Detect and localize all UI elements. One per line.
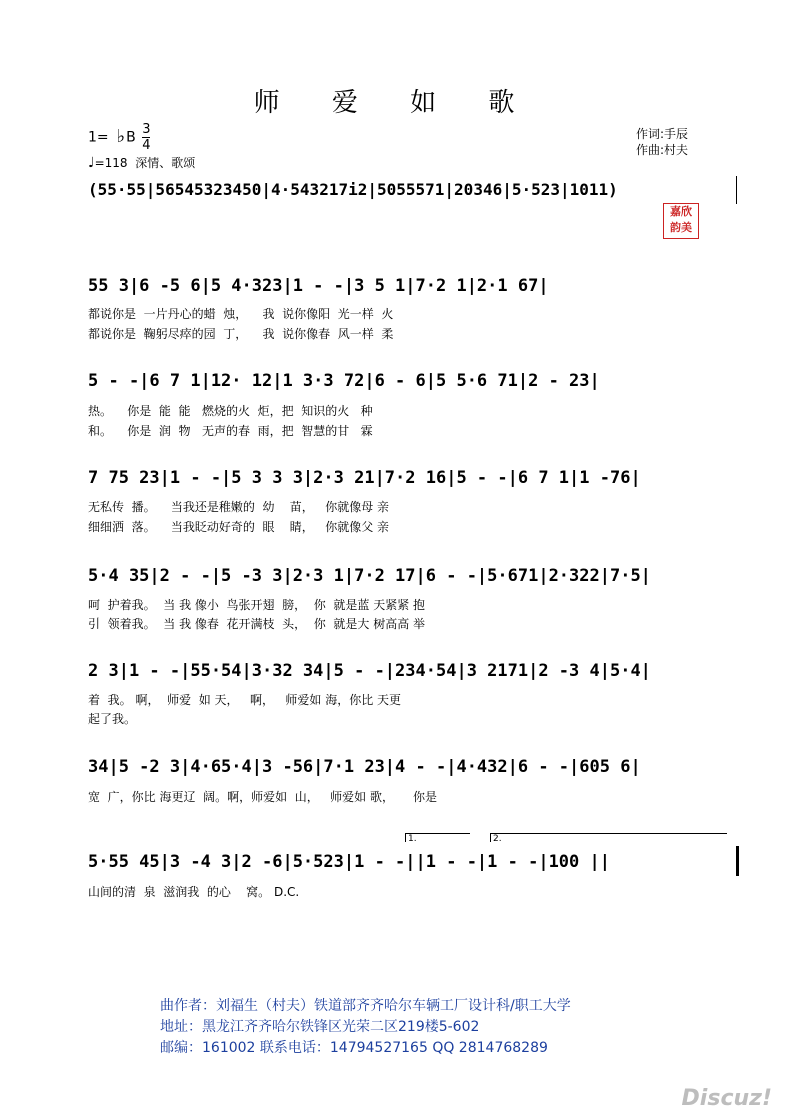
- score-line-1-notes: 55 3|6 -5 6|5 4·323|1 - -|3 5 1|7·2 1|2·1 67|: [88, 276, 549, 296]
- song-title: 师 爱 如 歌: [253, 88, 537, 118]
- key-signature: [88, 122, 150, 153]
- lyricist: 作词:手辰: [636, 127, 689, 141]
- score-line-2-lyrics-verse1: 热。 你是 能 能 燃烧的火 炬，把 知识的火 种: [88, 404, 373, 418]
- score-line-2-notes: 5 - -|6 7 1|12· 12|1 3·3 72|6 - 6|5 5·6 71|2 - 23|: [88, 371, 600, 391]
- score-line-7-lyrics-verse1: 山间的清 泉 滋润我 的心 窝。 D.C.: [88, 885, 300, 899]
- score-line-1-lyrics-verse2: 都说你是 鞠躬尽瘁的园 丁， 我 说你像春 风一样 柔: [88, 327, 394, 341]
- score-line-5-lyrics-verse1: 着 我。 啊， 师爱 如 天， 啊， 师爱如 海，你比 天更: [88, 693, 402, 707]
- score-line-1-lyrics-verse1: 都说你是 一片丹心的蜡 烛， 我 说你像阳 光一样 火: [88, 307, 394, 321]
- score-line-7-notes: 5·55 45|3 -4 3|2 -6|5·523|1 - -||1 - -|1 - -|100 ||: [88, 852, 610, 872]
- flat-icon: ♭: [116, 125, 126, 147]
- time-top: 3: [142, 122, 151, 137]
- score-line-4-notes: 5·4 35|2 - -|5 -3 3|2·3 1|7·2 17|6 - -|5·671|2·322|7·5|: [88, 566, 651, 586]
- footer-info: [160, 996, 571, 1059]
- score-line-4-lyrics-verse2: 引 领着我。 当 我 像春 花开满枝 头， 你 就是大 树高高 举: [88, 617, 426, 631]
- score-line-3-notes: 7 75 23|1 - -|5 3 3 3|2·3 21|7·2 16|5 - -|6 7 1|1 -76|: [88, 468, 641, 488]
- footer-address: 地址：黑龙江齐齐哈尔铁锋区光荣二区219楼5-602: [160, 1019, 480, 1035]
- barline: [736, 176, 737, 204]
- footer-contact: 邮编：161002 联系电话：14794527165 QQ 2814768289: [160, 1040, 548, 1056]
- score-line-6-lyrics-verse1: 宽 广，你比 海更辽 阔。啊，师爱如 山， 师爱如 歌， 你是: [88, 790, 438, 804]
- tempo-marking: [88, 154, 195, 171]
- key-prefix: 1=: [88, 129, 109, 146]
- footer-author: 曲作者：刘福生（村夫）铁道部齐齐哈尔车辆工厂设计科/职工大学: [160, 998, 571, 1014]
- tempo-value: =118: [94, 156, 128, 170]
- composer: 作曲:村夫: [636, 143, 689, 157]
- score-line-intro-notes: (55·55|56545323450|4·543217i2|5055571|20346|5·523|1011): [88, 180, 618, 199]
- quarter-note-icon: ♩: [88, 155, 95, 171]
- score-line-6-notes: 34|5 -2 3|4·65·4|3 -56|7·1 23|4 - -|4·432|6 - -|605 6|: [88, 757, 641, 777]
- key-note: B: [126, 129, 136, 146]
- score-line-2-lyrics-verse2: 和。 你是 润 物 无声的春 雨，把 智慧的甘 霖: [88, 424, 373, 438]
- time-bottom: 4: [142, 138, 151, 153]
- final-barline: [736, 846, 739, 876]
- credits: [636, 126, 688, 158]
- first-ending-bracket: 1.: [405, 833, 470, 842]
- expression-mark: 深情、歌颂: [135, 156, 196, 170]
- score-line-3-lyrics-verse2: 细细洒 落。 当我眨动好奇的 眼 睛， 你就像父 亲: [88, 520, 390, 534]
- seal-stamp: 嘉欣 韵美: [663, 203, 699, 239]
- time-signature: [142, 122, 150, 153]
- second-ending-bracket: 2.: [490, 833, 727, 842]
- score-line-4-lyrics-verse1: 呵 护着我。 当 我 像小 鸟张开翅 膀， 你 就是蓝 天紧紧 抱: [88, 598, 426, 612]
- discuz-watermark-logo: Discuz!: [681, 1086, 772, 1111]
- score-line-5-lyrics-verse2: 起了我。: [88, 712, 137, 726]
- score-line-3-lyrics-verse1: 无私传 播。 当我还是稚嫩的 幼 苗， 你就像母 亲: [88, 500, 390, 514]
- score-line-5-notes: 2 3|1 - -|55·54|3·32 34|5 - -|234·54|3 2171|2 -3 4|5·4|: [88, 661, 651, 681]
